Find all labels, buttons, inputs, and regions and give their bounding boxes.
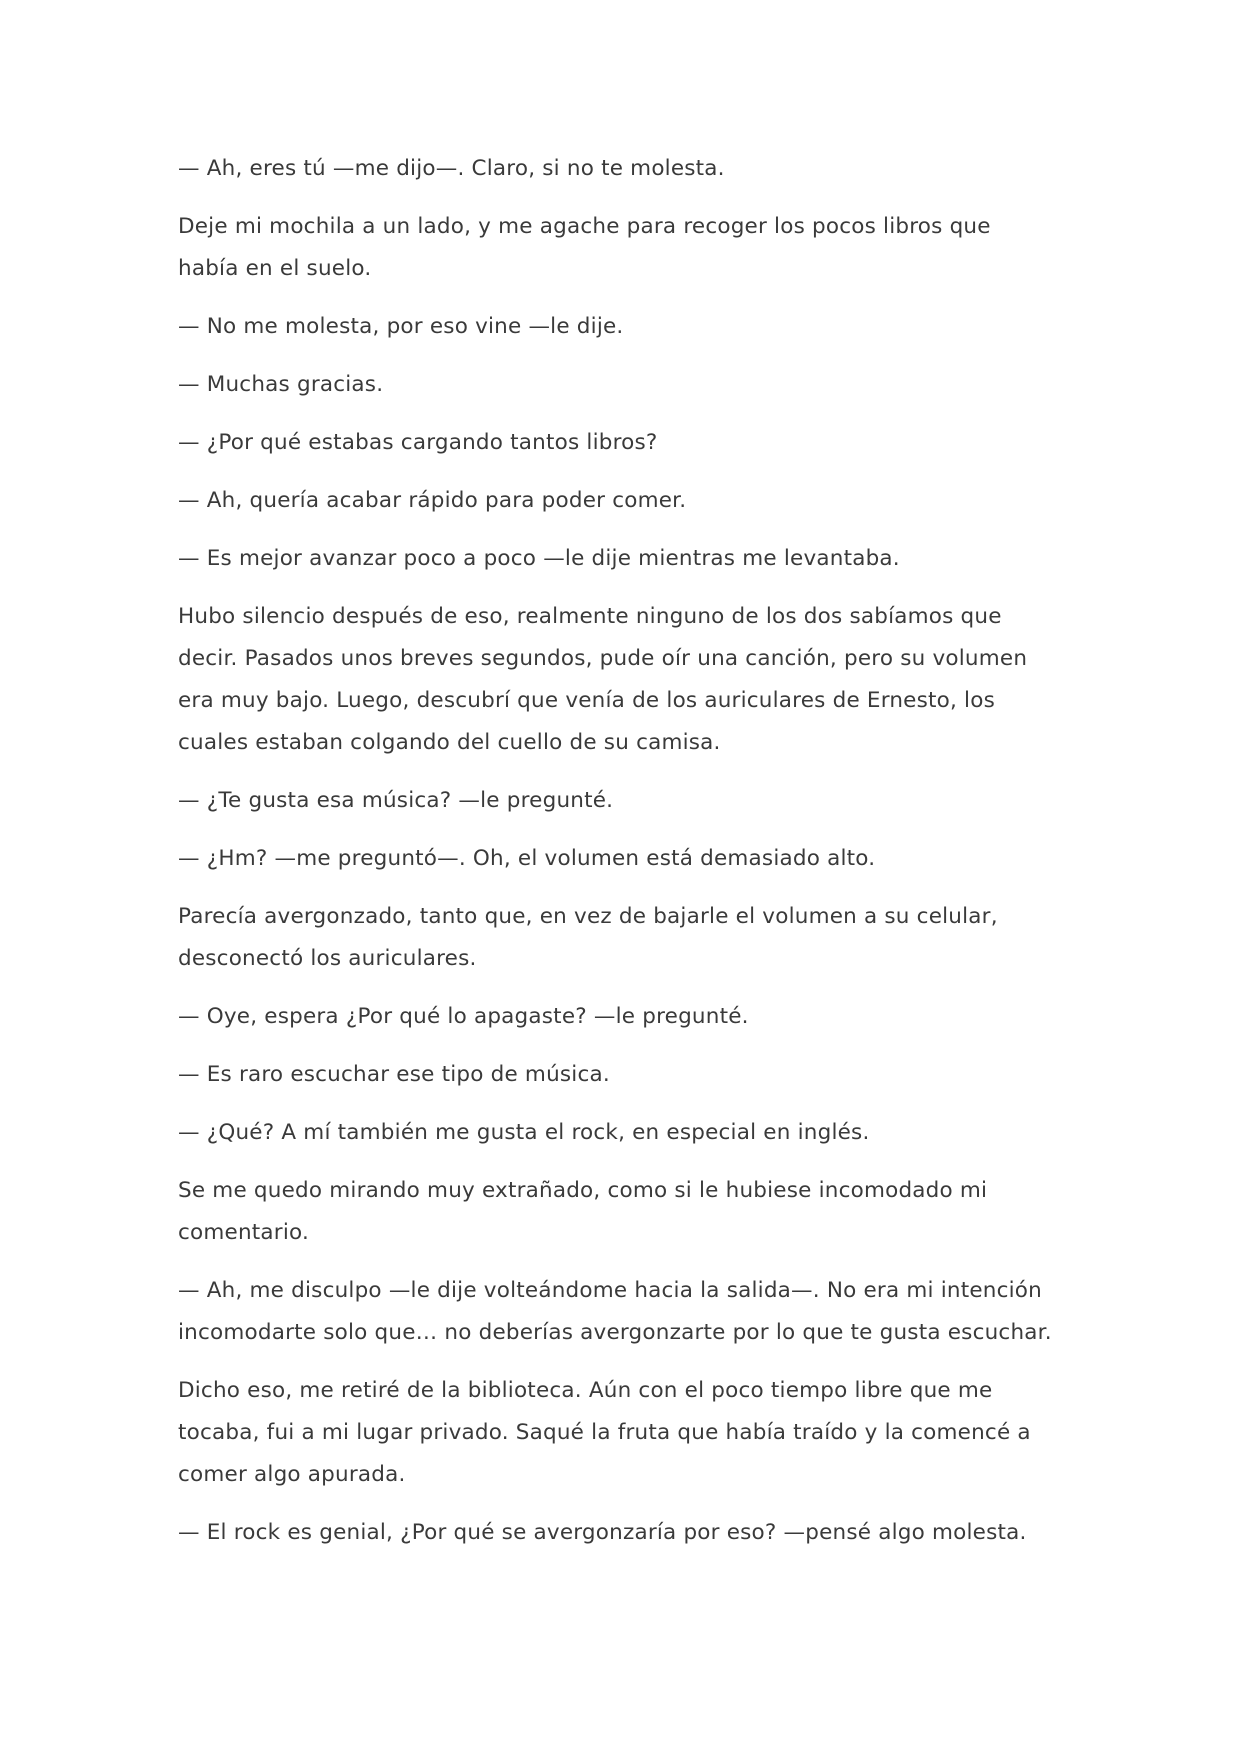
paragraph: — ¿Qué? A mí también me gusta el rock, en especial en inglés. — [178, 1120, 870, 1145]
paragraph: — Ah, me disculpo —le dije volteándome hacia la salida—. No era mi intención incomodarte solo que… no deberías avergonzarte por lo que te gusta escuchar. — [178, 1278, 1052, 1345]
paragraph: — ¿Hm? —me preguntó—. Oh, el volumen está demasiado alto. — [178, 846, 876, 871]
paragraph: — Oye, espera ¿Por qué lo apagaste? —le pregunté. — [178, 1004, 749, 1029]
paragraph: Deje mi mochila a un lado, y me agache para recoger los pocos libros que había en el suelo. — [178, 214, 991, 281]
paragraph: — Ah, eres tú —me dijo—. Claro, si no te molesta. — [178, 156, 725, 181]
paragraph: Dicho eso, me retiré de la biblioteca. Aún con el poco tiempo libre que me tocaba, fui a mi lugar privado. Saqué la fruta que había traído y la comencé a comer algo apurada. — [178, 1378, 1031, 1487]
paragraph: Parecía avergonzado, tanto que, en vez de bajarle el volumen a su celular, desconectó los auriculares. — [178, 904, 998, 971]
paragraph: — Es raro escuchar ese tipo de música. — [178, 1062, 610, 1087]
paragraph: — ¿Por qué estabas cargando tantos libros? — [178, 430, 658, 455]
body-text — [178, 148, 1058, 1570]
paragraph: — Muchas gracias. — [178, 372, 384, 397]
paragraph: — Ah, quería acabar rápido para poder comer. — [178, 488, 687, 513]
paragraph: — No me molesta, por eso vine —le dije. — [178, 314, 624, 339]
paragraph: — El rock es genial, ¿Por qué se avergonzaría por eso? —pensé algo molesta. — [178, 1520, 1027, 1545]
paragraph: Hubo silencio después de eso, realmente ninguno de los dos sabíamos que decir. Pasados unos breves segundos, pude oír una canción, pero su volumen era muy bajo. Luego, descubrí que venía de los auriculares de Ernesto, los cuales estaban colgando del cuello de su camisa. — [178, 604, 1028, 755]
paragraph: — Es mejor avanzar poco a poco —le dije mientras me levantaba. — [178, 546, 900, 571]
paragraph: — ¿Te gusta esa música? —le pregunté. — [178, 788, 614, 813]
paragraph: Se me quedo mirando muy extrañado, como si le hubiese incomodado mi comentario. — [178, 1178, 988, 1245]
